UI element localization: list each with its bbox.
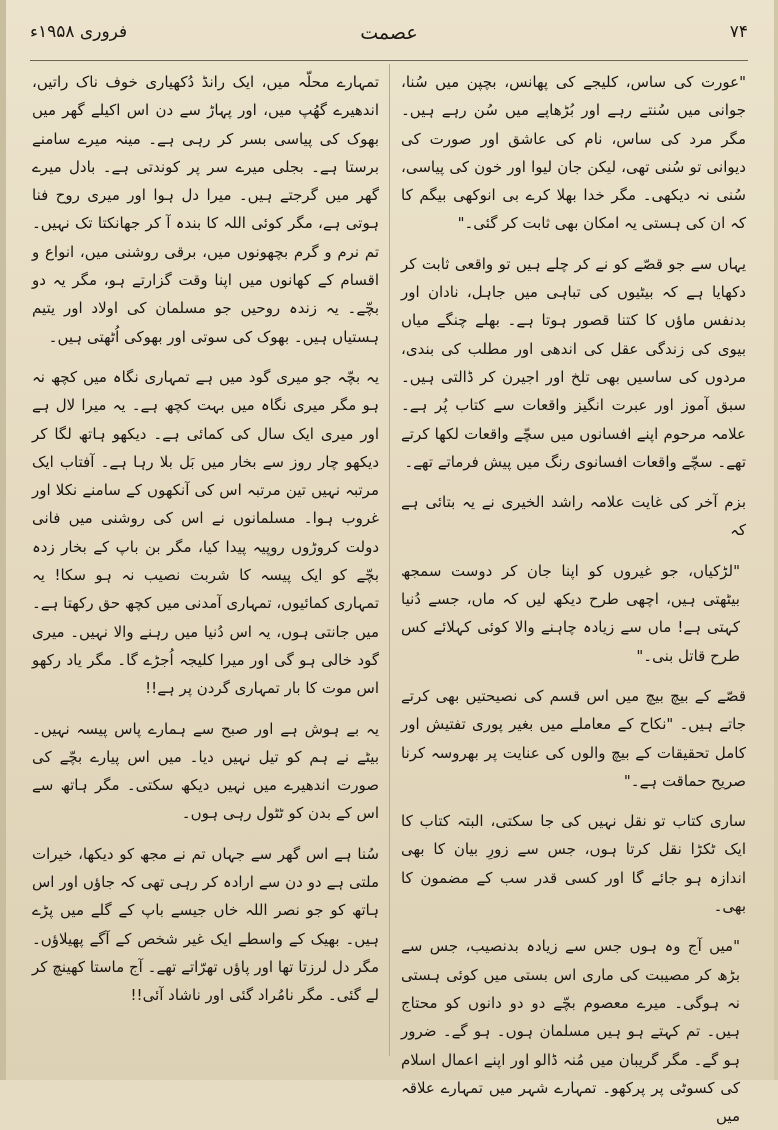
page-edge-shadow-right: [774, 0, 778, 1080]
header-rule: [30, 60, 748, 61]
paragraph: ساری کتاب تو نقل نہیں کی جا سکتی، البتہ کتاب کا ایک ٹکڑا نقل کرتا ہوں، جس سے زورِ بیان کا بھی اندازہ ہو جائے گا اور کسی قدر سب کے مضمون کا بھی۔: [401, 812, 746, 916]
left-column: [32, 68, 379, 1058]
quote-paragraph: "لڑکیاں، جو غیروں کو اپنا جان کر دوست سمجھ بیٹھتی ہیں، اچھی طرح دیکھ لیں کہ ماں، جسے دُنیا کہتی ہے! ماں سے زیادہ چاہنے والا کوئی کہلائے کس طرح قاتل بنی۔": [401, 561, 740, 665]
column-divider: [389, 64, 390, 1056]
paragraph: تمہارے محلّہ میں، ایک رانڈ دُکھیاری خوف ناک راتیں، اندھیرے گھُپ میں، اور پہاڑ سے دن اس اکیلے گھر میں بھوک کی پیاسی بسر کر رہی ہے۔ مینہ میرے سامنے برستا ہے۔ بجلی میرے سر پر کوندتی ہے۔ بادل میرے گھر میں گرجتے ہیں۔ میرا دل ہوا اور میری روح فنا ہوتی ہے، مگر کوئی اللہ کا بندہ آ کر جھانکتا تک نہیں۔ تم نرم و گرم بچھونوں میں، برقی روشنی میں، انواع و اقسام کے کھانوں میں اپنا وقت گزارتے ہو، مگر یہ دو بچّے۔ یہ زندہ روحیں جو مسلمان کی اولاد اور یتیم ہستیاں ہیں۔ بھوک کی سوتی اور بھوکی اُٹھتی ہیں۔: [32, 73, 379, 346]
page-number: ۷۴: [729, 22, 748, 42]
page-edge-shadow: [0, 0, 6, 1080]
paragraph: بزم آخر کی غایت علامہ راشد الخیری نے یہ بتائی ہے کہ: [401, 493, 746, 540]
paragraph: "عورت کی ساس، کلیجے کی پھانس، بچپن میں سُنا، جوانی میں سُنتے رہے اور بُڑھاپے میں سُن رہے ہیں۔ مگر مرد کی ساس، نام کی عاشق اور صورت کی دیوانی تو سُنی تھی، لیکن جان لیوا اور خون کی پیاسی، سُنی نہ دیکھی۔ مگر خدا بھلا کرے بی انوکھی بیگم کا کہ ان کی ہستی یہ امکان بھی ثابت کر گئی۔": [401, 73, 746, 233]
paragraph: قصّے کے بیچ بیچ میں اس قسم کی نصیحتیں بھی کرتے جاتے ہیں۔ "نکاح کے معاملے میں بغیر پوری تفتیش اور کامل تحقیقات کے بیچ والوں کی عنایت پر بھروسہ کرنا صریح حماقت ہے۔": [401, 686, 746, 790]
paragraph: یہ بچّہ جو میری گود میں ہے تمہاری نگاہ میں کچھ نہ ہو مگر میری نگاہ میں بہت کچھ ہے۔ یہ میرا لال ہے اور میری ایک سال کی کمائی ہے۔ دیکھو ہاتھ لگا کر دیکھو چار روز سے بخار میں بَل بلا رہا ہے۔ آفتاب ایک مرتبہ نہیں تین مرتبہ اس کی آنکھوں کے سامنے نکلا اور غروب ہوا۔ مسلمانوں نے اس کی روشنی میں فانی دولت کروڑوں روپیہ پیدا کیا، مگر بن باپ کے بخار زدہ بچّے کو ایک پیسہ کا شربت نصیب نہ ہو سکا! یہ تمہاری کمائیوں، تمہاری آمدنی میں کچھ حق رکھتا ہے۔ میں جانتی ہوں، یہ اس دُنیا میں رہنے والا نہیں۔ میری گود خالی ہو گی اور میرا کلیجہ اُجڑے گا۔ مگر یاد رکھو اس موت کا بار تمہاری گردن پر ہے!!: [32, 367, 379, 698]
right-column: [401, 68, 746, 1126]
page-header: [30, 22, 748, 56]
paragraph: یہاں سے جو قصّے کو نے کر چلے ہیں تو واقعی ثابت کر دکھایا ہے کہ بیٹیوں کی تباہی میں جاہل، نادان اور بدنفس ماؤں کا کتنا قصور ہوتا ہے۔ بھلے چنگے میاں بیوی کی زندگی عقل کی اندھی اور مطلب کی بندی، مردوں کی ساسیں بھی تلخ اور اجیرن کر ڈالتی ہیں۔ سبق آموز اور عبرت انگیز واقعات سے کتاب پُر ہے۔ علامہ مرحوم اپنے افسانوں میں سچّے واقعات لکھا کرتے تھے۔ سچّے واقعات افسانوی رنگ میں پیش فرماتے تھے۔: [401, 254, 746, 471]
issue-date: فروری ۱۹۵۸ء: [30, 22, 128, 42]
magazine-title: عصمت: [360, 22, 418, 44]
paragraph: یہ بے ہوش ہے اور صبح سے ہمارے پاس پیسہ نہیں۔ بیٹے نے ہم کو تیل نہیں دیا۔ میں اس پیارے بچّے کی صورت اندھیرے میں نہیں دیکھ سکتی۔ مگر ہاتھ سے اس کے بدن کو ٹٹول رہی ہوں۔: [32, 719, 379, 823]
paragraph: سُنا ہے اس گھر سے جہاں تم نے مجھ کو دیکھا، خیرات ملتی ہے دو دن سے ارادہ کر رہی تھی کہ جاؤں اور اس ہاتھ کو جو نصر اللہ خاں جیسے باپ کے گلے میں پڑے ہیں۔ بھیک کے واسطے ایک غیر شخص کے آگے پھیلاؤں۔ مگر دل لرزتا تھا اور پاؤں تھرّاتے تھے۔ آج ماستا کھینچ کر لے گئی۔ مگر نامُراد گئی اور ناشاد آئی!!: [32, 844, 379, 1005]
quote-paragraph: "میں آج وہ ہوں جس سے زیادہ بدنصیب، جس سے بڑھ کر مصیبت کی ماری اس بستی میں کوئی ہستی نہ ہوگی۔ میرے معصوم بچّے دو دو دانوں کو محتاج ہیں۔ تم کہتے ہو ہیں مسلمان ہوں۔ ہو گے۔ ضرور ہو گے۔ مگر گریبان میں مُنہ ڈالو اور اپنے اعمال اسلام کی کسوٹی پر پرکھو۔ تمہارے شہر میں تمہارے علاقہ میں: [401, 937, 740, 1126]
